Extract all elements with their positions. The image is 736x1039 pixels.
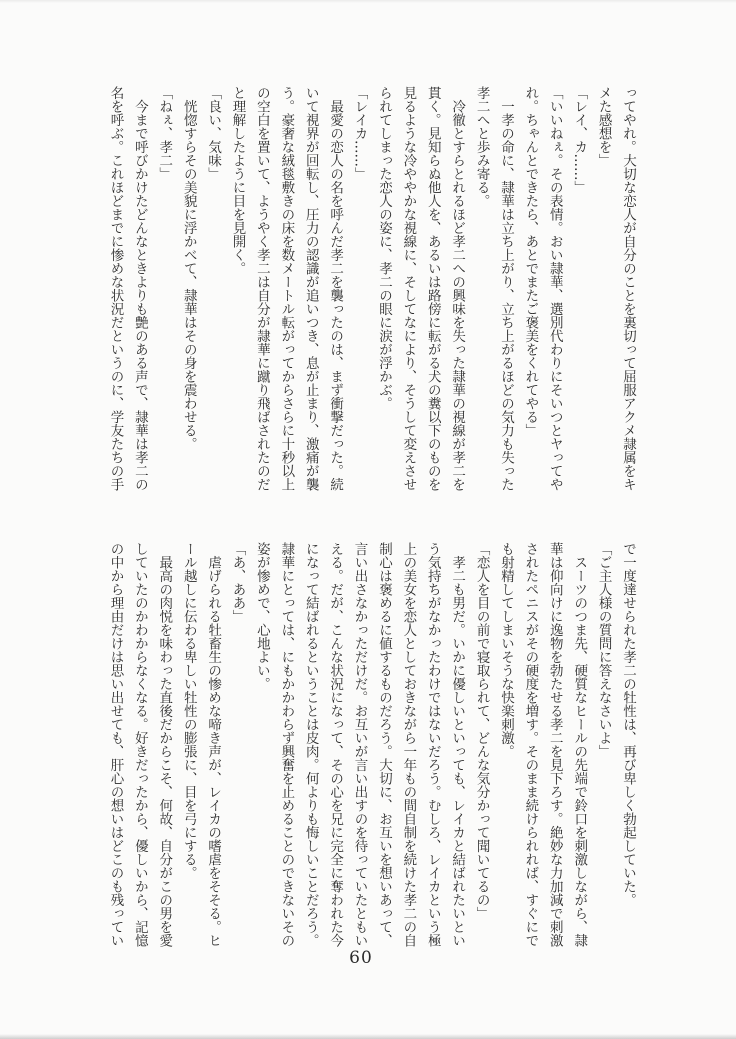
- text-block-top: [95, 86, 640, 496]
- text-line: 最高の肉悦を味わった直後だからこそ、何故、自分がこの男を愛: [156, 542, 173, 947]
- text-block-bottom: [95, 542, 640, 952]
- text-line: 制心は褒めるに値するものだろう。大切に、お互いを想いあって、: [375, 542, 392, 947]
- scan-edge-top: [0, 0, 736, 3]
- text-line: 名を呼ぶ。これほどまでに惨めな状況だというのに、学友たちの手: [107, 86, 124, 491]
- text-line: う気持ちがなかったわけではないだろう。むしろ、レイカという極: [424, 542, 441, 947]
- page-number: 60: [349, 948, 373, 968]
- text-line: の中から理由だけは思い出せても、肝心の想いはどこのも残ってい: [107, 542, 124, 947]
- text-line: 冷徹とすらとれるほど孝二への興味を失った隷華の視線が孝二を: [449, 86, 466, 491]
- text-line: になって結ばれるということは皮肉。何よりも悔しいことだろう。: [302, 542, 319, 947]
- text-line: で一度達せられた孝二の牡性は、再び卑しく勃起していた。: [620, 542, 636, 907]
- text-line: ール越しに伝わる卑しい牡性の膨張に、目を弓にする。: [180, 542, 197, 880]
- text-line: の空白を置いて、ようやく孝二は自分が隷華に蹴り飛ばされたのだ: [253, 86, 270, 491]
- text-line: 「ご主人様の質問に答えなさいよ」: [595, 542, 612, 758]
- text-line: いて視界が回転し、圧力の認識が追いつき、息が止まり、激痛が襲: [302, 86, 319, 491]
- text-line: 隷華にとっては、にもかかわらず興奮を止めることのできないその: [278, 542, 295, 947]
- scan-edge-bottom: [0, 1034, 736, 1039]
- text-line: 「レイ、カ……」: [571, 86, 588, 194]
- text-line: も射精してしまいそうな快楽刺激。: [497, 542, 514, 758]
- text-line: 姿が惨めで、心地よい。: [253, 542, 270, 691]
- text-line: 一孝の命に、隷華は立ち上がり、立ち上がるほどの気力も失った: [497, 86, 514, 491]
- text-line: られてしまった恋人の姿に、孝二の眼に涙が浮かぶ。: [375, 86, 392, 410]
- text-line: 言い出さなかっただけだ。お互いが言い出すのを待っていたともい: [351, 542, 368, 947]
- text-line: 貫く。見知らぬ他人を、あるいは路傍に転がる犬の糞以下のものを: [424, 86, 441, 491]
- text-line: メた感想を」: [595, 86, 612, 167]
- text-line: れ。ちゃんとできたら、あとでまたご褒美をくれてやる」: [522, 86, 539, 437]
- text-line: スーツのつま先、硬質なヒールの先端で鈴口を刺激しながら、隷: [571, 542, 588, 947]
- text-line: 「いいねぇ。その表情。おい隷華、選別代わりにそいつとヤってや: [546, 86, 563, 491]
- text-line: 上の美女を恋人としておきながら一年もの間自制を続けた孝二の自: [400, 542, 417, 947]
- text-line: 孝二も男だ。いかに優しいといっても、レイカと結ばれたいとい: [449, 542, 466, 947]
- text-line: ってやれ。大切な恋人が自分のことを裏切って屈服アクメ隷属をキ: [620, 86, 636, 491]
- text-line: 華は仰向けに逸物を勃たせる孝二を見下ろす。絶妙な力加減で刺激: [546, 542, 563, 947]
- text-line: う。豪奢な絨毯敷きの床を数メートル転がってからさらに十秒以上: [278, 86, 295, 491]
- text-line: 孝二へと歩み寄る。: [473, 86, 490, 208]
- text-line: 見るような冷ややかな視線に、そしてなにより、そうして変えさせ: [400, 86, 417, 491]
- text-line: されたペニスがその硬度を増す。そのまま続けられれば、すぐにで: [522, 542, 539, 947]
- text-line: 「レイカ……」: [351, 86, 368, 181]
- text-line: 「あ、ああ」: [229, 542, 246, 623]
- text-line: える。だが、こんな状況になって、その心を兄に完全に奪われた今: [327, 542, 344, 947]
- text-line: 虐げられる牡畜生の惨めな啼き声が、レイカの嗜虐をそそる。ヒ: [205, 542, 222, 947]
- text-line: 「恋人を目の前で寝取られて、どんな気分かって聞いてるの」: [473, 542, 490, 920]
- text-line: 今まで呼びかけたどんなときよりも艶のある声で、隷華は孝二の: [131, 86, 148, 491]
- text-line: 「良い、気味」: [205, 86, 222, 181]
- text-line: と理解したように目を見開く。: [229, 86, 246, 275]
- text-line: 最愛の恋人の名を呼んだ孝二を襲ったのは、まず衝撃だった。続: [327, 86, 344, 491]
- text-line: 「ねぇ、孝二」: [156, 86, 173, 181]
- text-line: 恍惚すらその美貌に浮かべて、隷華はその身を震わせる。: [180, 86, 197, 451]
- text-line: していたのかわからなくなる。好きだったから、優しいから、記憶: [131, 542, 148, 947]
